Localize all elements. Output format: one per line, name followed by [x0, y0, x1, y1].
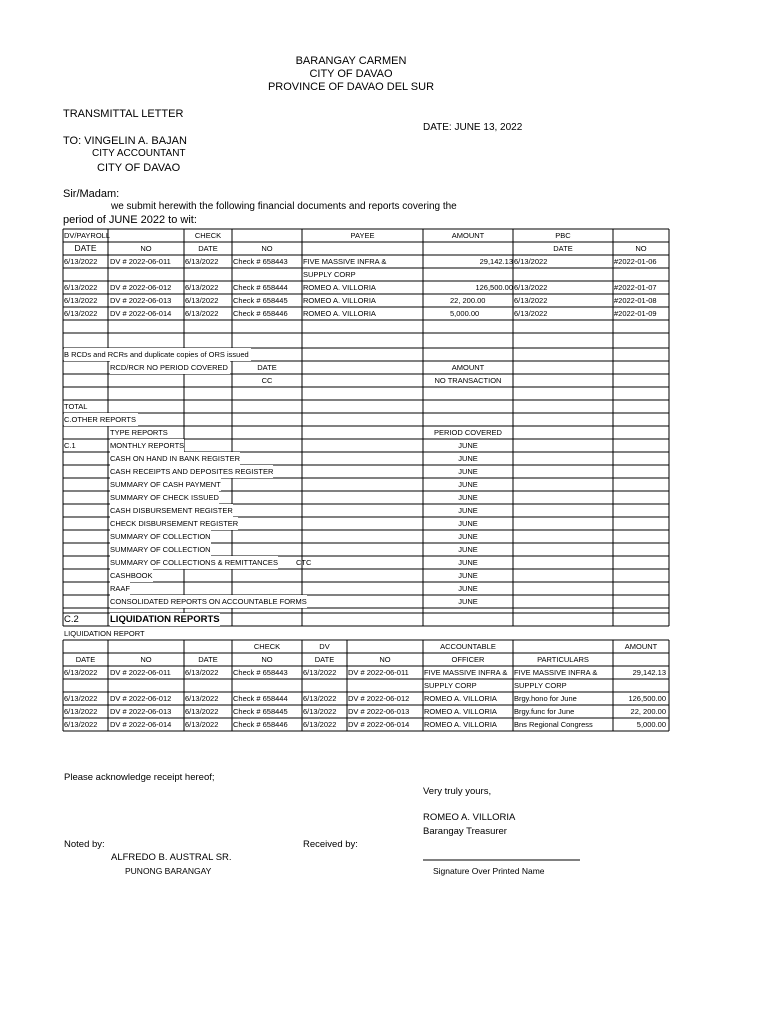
liq-row-amount: 29,142.13 — [632, 668, 666, 677]
liq-row-officer-cont: SUPPLY CORP — [424, 681, 477, 690]
report-period: JUNE — [458, 441, 478, 450]
report-item: SUMMARY OF COLLECTIONS & REMITTANCES — [110, 558, 278, 567]
liq-row-check-no: Check # 658445 — [233, 707, 288, 716]
table-row-check-date: 6/13/2022 — [185, 296, 219, 305]
letter-title: TRANSMITTAL LETTER — [63, 108, 184, 120]
report-period: JUNE — [458, 545, 478, 554]
liq-row-no: DV # 2022-06-013 — [110, 707, 172, 716]
liq-row-check-no: Check # 658446 — [233, 720, 288, 729]
table-row-check-no: Check # 658443 — [233, 257, 288, 266]
liq-row-dv-no: DV # 2022-06-013 — [348, 707, 410, 716]
table-row-check-no: Check # 658444 — [233, 283, 288, 292]
report-period: JUNE — [458, 558, 478, 567]
period-covered-header: PERIOD COVERED — [434, 428, 502, 437]
table-row-payee: ROMEO A. VILLORIA — [303, 283, 376, 292]
body-line2: period of JUNE 2022 to wit: — [63, 214, 197, 226]
report-item: SUMMARY OF CHECK ISSUED — [110, 493, 219, 502]
col-amount: AMOUNT — [451, 231, 485, 240]
table-row-dv-no: DV # 2022-06-013 — [110, 296, 172, 305]
other-reports-title: C.OTHER REPORTS — [64, 415, 136, 424]
report-code-c2: C.2 — [64, 614, 79, 625]
liq-col-dv: DV — [319, 642, 330, 651]
table-row-dv-no: DV # 2022-06-014 — [110, 309, 172, 318]
col-no: NO — [140, 244, 152, 253]
rcd-cc: CC — [261, 376, 273, 385]
liq-col-officer: OFFICER — [451, 655, 485, 664]
liq-row-date: 6/13/2022 — [64, 694, 98, 703]
body-line1: we submit herewith the following financial documents and reports covering the — [111, 201, 457, 212]
table-row-payee: ROMEO A. VILLORIA — [303, 296, 376, 305]
liq-row-particulars-cont: SUPPLY CORP — [514, 681, 567, 690]
liq-row-dv-no: DV # 2022-06-014 — [348, 720, 410, 729]
rcd-col-period: RCD/RCR NO PERIOD COVERED — [110, 363, 228, 372]
col-payee: PAYEE — [350, 231, 375, 240]
liq-row-check-no: Check # 658444 — [233, 694, 288, 703]
table-row-pbc-date: 6/13/2022 — [514, 283, 548, 292]
table-row-dv-no: DV # 2022-06-011 — [110, 257, 171, 266]
salutation: Sir/Madam: — [63, 188, 120, 200]
report-period: JUNE — [458, 480, 478, 489]
header-line1: BARANGAY CARMEN — [295, 55, 407, 67]
liq-row-dv-date: 6/13/2022 — [303, 694, 337, 703]
liq-row-particulars: FIVE MASSIVE INFRA & — [514, 668, 598, 677]
liq-col-dv-date: DATE — [314, 655, 335, 664]
header-line2: CITY OF DAVAO — [309, 68, 393, 80]
liq-row-date: 6/13/2022 — [64, 668, 98, 677]
liq-row-particulars: Brgy.hono for June — [514, 694, 577, 703]
acknowledge-text: Please acknowledge receipt hereof; — [64, 772, 215, 783]
table-row-pbc-no: #2022-01-07 — [614, 283, 657, 292]
liq-row-officer: FIVE MASSIVE INFRA & — [424, 668, 508, 677]
received-by-label: Received by: — [303, 839, 358, 850]
liq-row-particulars: Brgy.func for June — [514, 707, 575, 716]
rcd-section-title: B RCDs and RCRs and duplicate copies of ORS issued — [64, 350, 249, 359]
table-row-pbc-date: 6/13/2022 — [514, 296, 548, 305]
report-period: JUNE — [458, 584, 478, 593]
table-row-dv-no: DV # 2022-06-012 — [110, 283, 172, 292]
liq-col-check: CHECK — [253, 642, 281, 651]
report-item: CHECK DISBURSEMENT REGISTER — [110, 519, 239, 528]
rcd-col-date: DATE — [257, 363, 277, 372]
liq-row-no: DV # 2022-06-012 — [110, 694, 172, 703]
liq-row-check-date: 6/13/2022 — [185, 707, 219, 716]
report-item: CASHBOOK — [110, 571, 153, 580]
report-period: JUNE — [458, 506, 478, 515]
punong-title: PUNONG BARANGAY — [125, 866, 212, 876]
col-pbc-date: DATE — [553, 244, 573, 253]
liq-col-no: NO — [140, 655, 152, 664]
table-row-amount: 22, 200.00 — [450, 296, 486, 305]
rcd-col-amount: AMOUNT — [451, 363, 485, 372]
punong-name: ALFREDO B. AUSTRAL SR. — [111, 852, 232, 863]
liq-row-amount: 5,000.00 — [636, 720, 666, 729]
report-item: CONSOLIDATED REPORTS ON ACCOUNTABLE FORMS — [110, 597, 307, 606]
liq-row-no: DV # 2022-06-011 — [110, 668, 171, 677]
table-row-amount: 29,142.13 — [479, 257, 513, 266]
col-pbc: PBC — [555, 231, 571, 240]
report-item: SUMMARY OF COLLECTION — [110, 532, 211, 541]
table-row-date: 6/13/2022 — [64, 283, 98, 292]
report-period: JUNE — [458, 493, 478, 502]
liq-row-no: DV # 2022-06-014 — [110, 720, 172, 729]
col-dv-payroll: DV/PAYROLL — [64, 231, 110, 240]
table-row-pbc-no: #2022-01-08 — [614, 296, 657, 305]
table-row-amount: 126,500.00 — [475, 283, 513, 292]
report-period: JUNE — [458, 597, 478, 606]
col-check: CHECK — [194, 231, 222, 240]
table-row-payee: ROMEO A. VILLORIA — [303, 309, 376, 318]
report-period: JUNE — [458, 467, 478, 476]
col-check-date: DATE — [198, 244, 218, 253]
liq-row-dv-date: 6/13/2022 — [303, 720, 337, 729]
liq-col-date: DATE — [75, 655, 96, 664]
recipient-office: CITY OF DAVAO — [97, 162, 181, 174]
rcd-no-transaction: NO TRANSACTION — [434, 376, 502, 385]
table-row-pbc-no: #2022-01-09 — [614, 309, 657, 318]
table-row-pbc-no: #2022-01-06 — [614, 257, 657, 266]
report-period: JUNE — [458, 571, 478, 580]
table-row-amount: 5,000.00 — [450, 309, 480, 318]
table-row-payee-cont: SUPPLY CORP — [303, 270, 356, 279]
report-code-c1: C.1 — [64, 441, 76, 450]
report-item: RAAF — [110, 584, 131, 593]
treasurer-name: ROMEO A. VILLORIA — [423, 812, 516, 823]
table-row-date: 6/13/2022 — [64, 257, 98, 266]
col-date: DATE — [74, 243, 97, 253]
header-line3: PROVINCE OF DAVAO DEL SUR — [267, 81, 435, 93]
recipient-name: TO: VINGELIN A. BAJAN — [63, 135, 187, 147]
liq-row-officer: ROMEO A. VILLORIA — [424, 707, 497, 716]
liq-row-amount: 126,500.00 — [628, 694, 666, 703]
rcd-total: TOTAL — [64, 402, 88, 411]
liq-row-date: 6/13/2022 — [64, 720, 98, 729]
liq-row-dv-no: DV # 2022-06-011 — [348, 668, 409, 677]
table-row-check-date: 6/13/2022 — [185, 283, 219, 292]
report-ctc: CTC — [296, 558, 312, 567]
closing-truly: Very truly yours, — [423, 786, 492, 797]
liq-col-particulars: PARTICULARS — [537, 655, 589, 664]
type-reports-header: TYPE REPORTS — [110, 428, 168, 437]
table-row-payee: FIVE MASSIVE INFRA & — [303, 257, 387, 266]
liq-row-check-date: 6/13/2022 — [185, 668, 219, 677]
liq-col-amount: AMOUNT — [624, 642, 658, 651]
col-pbc-no: NO — [635, 244, 647, 253]
liq-row-check-date: 6/13/2022 — [185, 694, 219, 703]
report-period: JUNE — [458, 454, 478, 463]
liq-row-officer: ROMEO A. VILLORIA — [424, 720, 497, 729]
liq-row-amount: 22, 200.00 — [630, 707, 666, 716]
liq-row-dv-date: 6/13/2022 — [303, 707, 337, 716]
table-row-pbc-date: 6/13/2022 — [514, 309, 548, 318]
table-row-date: 6/13/2022 — [64, 309, 98, 318]
recipient-position: CITY ACCOUNTANT — [92, 148, 186, 159]
report-period: JUNE — [458, 532, 478, 541]
table-row-check-date: 6/13/2022 — [185, 257, 219, 266]
table-row-check-date: 6/13/2022 — [185, 309, 219, 318]
liq-col-check-no: NO — [261, 655, 273, 664]
liq-row-date: 6/13/2022 — [64, 707, 98, 716]
liq-row-check-date: 6/13/2022 — [185, 720, 219, 729]
liquidation-reports-title: LIQUIDATION REPORTS — [110, 614, 220, 625]
liq-row-officer: ROMEO A. VILLORIA — [424, 694, 497, 703]
letter-date: DATE: JUNE 13, 2022 — [423, 122, 523, 133]
liq-col-dv-no: NO — [379, 655, 391, 664]
table-row-check-no: Check # 658446 — [233, 309, 288, 318]
liq-row-dv-no: DV # 2022-06-012 — [348, 694, 410, 703]
table-row-date: 6/13/2022 — [64, 296, 98, 305]
report-item: MONTHLY REPORTS — [110, 441, 185, 450]
liq-row-check-no: Check # 658443 — [233, 668, 288, 677]
table-row-check-no: Check # 658445 — [233, 296, 288, 305]
liq-row-particulars: Bns Regional Congress — [514, 720, 593, 729]
table-row-pbc-date: 6/13/2022 — [514, 257, 548, 266]
report-item: CASH ON HAND IN BANK REGISTER — [110, 454, 241, 463]
liq-col-accountable: ACCOUNTABLE — [440, 642, 496, 651]
liq-col-check-date: DATE — [198, 655, 218, 664]
report-period: JUNE — [458, 519, 478, 528]
noted-by-label: Noted by: — [64, 839, 105, 850]
liq-row-dv-date: 6/13/2022 — [303, 668, 337, 677]
treasurer-title: Barangay Treasurer — [423, 826, 507, 837]
report-item: SUMMARY OF COLLECTION — [110, 545, 211, 554]
report-item: CASH DISBURSEMENT REGISTER — [110, 506, 233, 515]
liquidation-report-subtitle: LIQUIDATION REPORT — [64, 629, 145, 638]
report-item: SUMMARY OF CASH PAYMENT — [110, 480, 221, 489]
col-check-no: NO — [261, 244, 273, 253]
signature-label: Signature Over Printed Name — [433, 866, 545, 876]
report-item: CASH RECEIPTS AND DEPOSITES REGISTER — [110, 467, 274, 476]
